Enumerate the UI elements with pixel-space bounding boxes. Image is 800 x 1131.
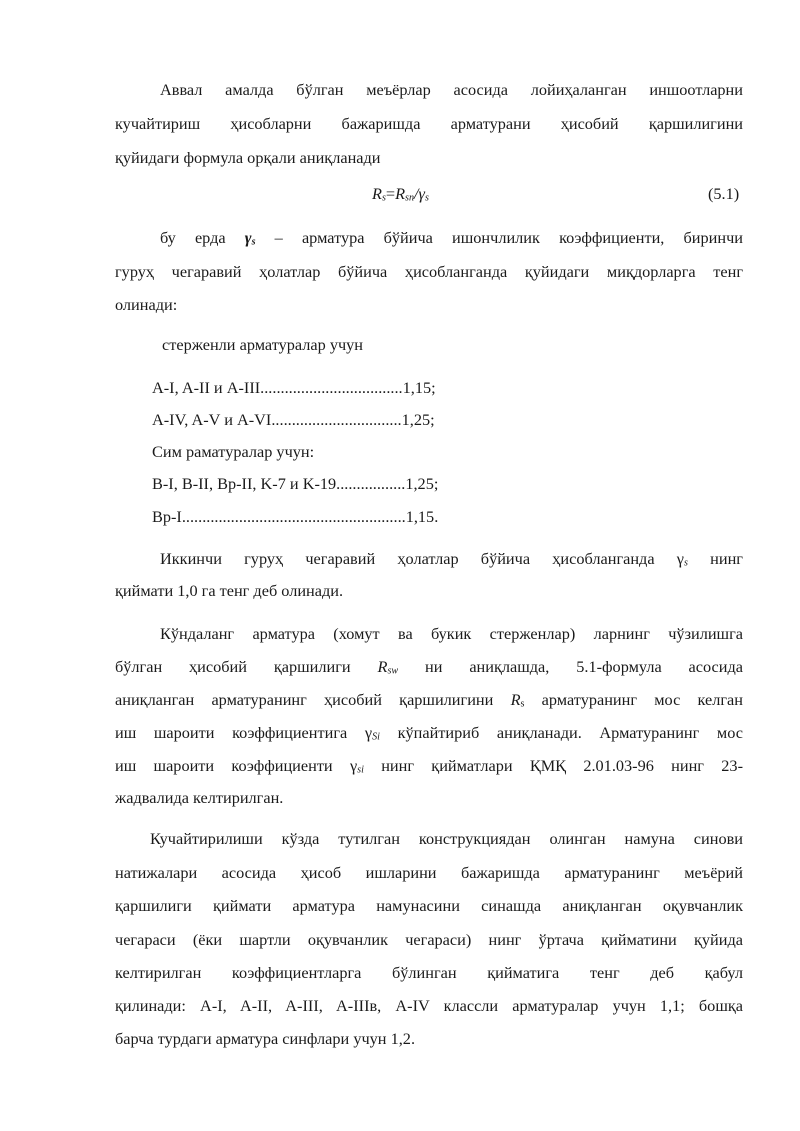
para2-line2: гуруҳ чегаравий ҳолатлар бўйича ҳисобланганда қуйидаги миқдорларга тенг: [115, 262, 743, 281]
para1-line1: Аввал амалда бўлган меъёрлар асосида лойиҳаланган иншоотларни: [160, 80, 743, 99]
gamma-s-symbol: γ: [244, 228, 252, 247]
formula-equals: =: [385, 184, 396, 203]
Rs-sub: s: [520, 698, 525, 710]
para1-line2: кучайтириш ҳисобларни бажаришда арматурани ҳисобий қаршилигини: [115, 114, 743, 133]
formula-gamma: γ: [418, 184, 425, 203]
gamma-s-sub: s: [251, 236, 256, 248]
para4-line5-post: нинг қийматлари ҚМҚ 2.01.03-96 нинг 23-: [381, 756, 743, 775]
para4-line5-pre: иш шароити коэффициенти: [115, 756, 333, 775]
para3-line1-pre: Иккинчи гуруҳ чегаравий ҳолатлар бўйича ҳисобланганда: [160, 549, 655, 568]
para5-line4: чегараси (ёки шартли оқувчанлик чегараси) нинг ўртача қийматини қуйида: [115, 930, 743, 949]
para5-line2: натижалари асосида ҳисоб ишларини бажаришда арматуранинг меъёрий: [115, 863, 743, 882]
para3-line2: қиймати 1,0 га тенг деб олинади.: [115, 581, 344, 600]
para4-line2-post: ни аниқлашда, 5.1-формула асосида: [425, 657, 743, 676]
list-item-1: A-I, A-II и A-III...................................1,15;: [152, 378, 436, 397]
formula-5-1: [372, 184, 429, 204]
formula-Rsn-sub: sn: [405, 192, 415, 204]
para4-line3-pre: аниқланган арматуранинг ҳисобий қаршилигини: [115, 690, 494, 709]
formula-R: R: [372, 184, 382, 203]
list-item-2: A-IV, A-V и A-VI................................1,25;: [152, 410, 435, 429]
para2-line3: олинади:: [115, 295, 178, 314]
formula-gamma-sub: s: [424, 192, 429, 204]
list-heading-wire: Сим раматуралар учун:: [152, 442, 315, 461]
gamma-si-sub: Si: [372, 731, 380, 743]
list-item-4: Bp-I.......................................................1,15.: [152, 507, 439, 526]
para5-line5: келтирилган коэффициентларга бўлинган қийматига тенг деб қабул: [115, 963, 743, 982]
para3-line1: [160, 549, 743, 569]
formula-R-sub: s: [381, 192, 386, 204]
para5-line3: қаршилиги қиймати арматура намунасини синашда аниқланган оқувчанлик: [115, 896, 743, 915]
list-heading-rod: стерженли арматуралар учун: [162, 335, 364, 354]
gamma-s-symbol-2: γ: [676, 549, 684, 568]
para2-line1-pre: бу ерда: [160, 228, 226, 247]
formula-Rsn: R: [395, 184, 406, 203]
gamma-si-symbol: γ: [364, 723, 373, 742]
gamma-si-symbol-2: γ: [349, 756, 358, 775]
para4-line6: жадвалида келтирилган.: [115, 788, 284, 807]
para4-line1: Кўндаланг арматура (хомут ва букик стерженлар) ларнинг чўзилишга: [160, 624, 743, 643]
para5-line7: барча турдаги арматура синфлари учун 1,2.: [115, 1029, 416, 1048]
Rsw-symbol: R: [377, 657, 388, 676]
para2-line1: [160, 228, 743, 248]
formula-number: (5.1): [708, 184, 740, 203]
para4-line2: [115, 657, 743, 677]
para4-line3-post: арматуранинг мос келган: [541, 690, 743, 709]
para4-line2-pre: бўлган ҳисобий қаршилиги: [115, 657, 351, 676]
para1-line3: қуйидаги формула орқали аниқланади: [115, 148, 381, 167]
para5-line1: Кучайтирилиши кўзда тутилган конструкциядан олинган намуна синови: [150, 829, 743, 848]
para4-line4-post: кўпайтириб аниқланади. Арматуранинг мос: [397, 723, 744, 742]
gamma-s-sub-2: s: [684, 557, 688, 569]
gamma-si-sub-2: si: [357, 764, 364, 776]
list-item-3: B-I, B-II, Bp-II, K-7 и K-19.................1,25;: [152, 474, 439, 493]
para4-line5: [115, 756, 743, 776]
Rs-symbol: R: [510, 690, 521, 709]
para2-line1-post: – арматура бўйича ишончлилик коэффициенти, биринчи: [274, 228, 743, 247]
para5-line6: қилинади: A-I, A-II, A-III, A-IIIв, A-IV классли арматуралар учун 1,1; бошқа: [115, 996, 743, 1015]
Rsw-sub: sw: [387, 665, 399, 677]
para4-line4: [115, 723, 743, 743]
para3-line1-post: нинг: [710, 549, 743, 568]
formula-slash: /: [414, 184, 419, 203]
para4-line4-pre: иш шароити коэффициентига: [115, 723, 348, 742]
para4-line3: [115, 690, 743, 710]
